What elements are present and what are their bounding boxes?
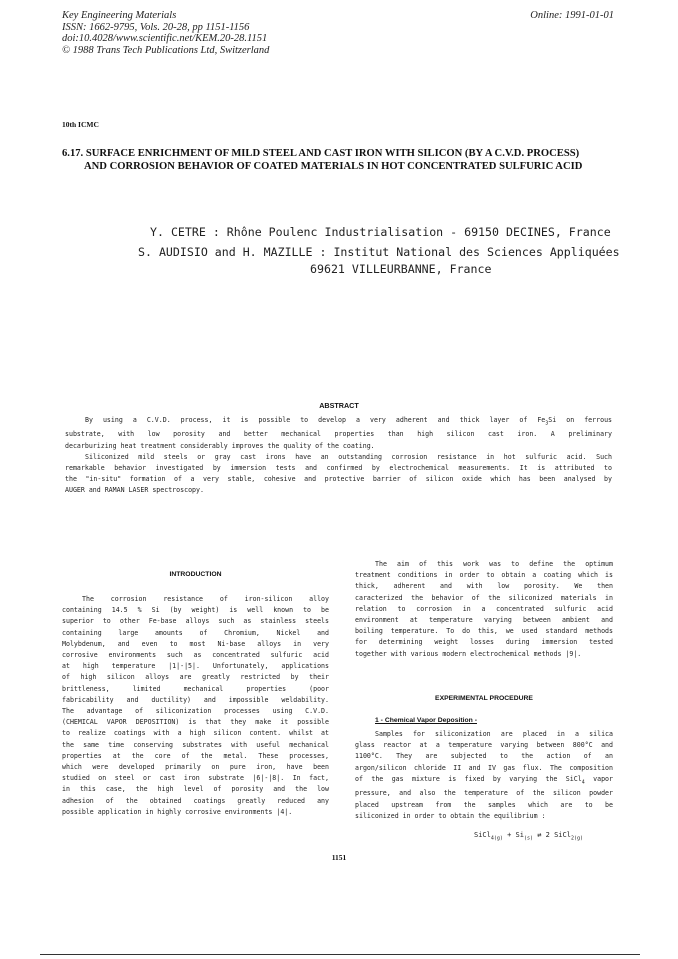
body-line: siliconized in order to obtain the equilibrium : [355,811,546,820]
body-line: Molybdenum, and even to most Ni-base alloys in very [62,639,329,648]
title-line-2: AND CORROSION BEHAVIOR OF COATED MATERIALS IN HOT CONCENTRATED SULFURIC ACID [84,160,583,172]
body-line: containing 14.5 % Si (by weight) is well known to be [62,606,329,615]
abstract-line: the "in-situ" formation of a very stable, cohesive and protective barrier of silicon oxide which has been analysed by [65,474,612,483]
body-line: Samples for siliconization are placed in a silica [375,730,613,738]
bottom-rule [40,954,640,955]
abstract-line: AUGER and RAMAN LASER spectroscopy. [65,485,204,494]
body-line: treatment conditions in order to obtain a coating which is [355,571,613,580]
journal-name: Key Engineering Materials [62,10,177,21]
introduction-heading: INTRODUCTION [169,571,222,578]
aim-body [355,559,613,660]
body-line: environment at temperature varying between ambient and [355,616,613,625]
body-line: in this case, the high level of porosity and the low [62,785,329,794]
body-line: properties at the core of the metal. These processes, [62,751,329,760]
abstract-heading: ABSTRACT [319,401,359,410]
body-line: The aim of this work was to define the optimum [375,560,613,568]
body-line: of high silicon alloys are greatly restricted by their [62,673,329,682]
body-line: The corrosion resistance of iron-silicon alloy [82,595,329,603]
journal-doi: doi:10.4028/www.scientific.net/KEM.20-28.1151 [62,33,268,44]
online-date: Online: 1991-01-01 [530,10,614,21]
abstract-line: Siliconized mild steels or gray cast irons have an outstanding corrosion resistance in hot sulfuric acid. Such [85,452,612,461]
body-line: possible application in highly corrosive environments |4|. [62,807,293,816]
body-line: corrosive environments such as concentrated sulfuric acid [62,651,329,660]
body-line: 1100°C. They are subjected to the action of an [355,752,613,761]
body-line: containing large amounts of Chromium, Nickel and [62,628,329,637]
equilibrium-equation: SiCl$_{4(g)}$ + $Si_{(s)}$ ⇄ 2 SiCl$_{2(g)}$ [474,831,583,842]
body-line: of the gas mixture is fixed by varying the SiCl$_4$ vapor [355,774,613,786]
paper-title [62,148,617,173]
introduction-body [62,594,329,818]
body-line: adhesion of the obtained coatings greatly reduced any [62,796,329,805]
body-line: (CHEMICAL VAPOR DEPOSITION) is that they make it possible [62,718,329,727]
body-line: fabricability and ductility) and impossible weldability. [62,695,329,704]
body-line: pressure, and also the temperature of the silicon powder [355,789,613,798]
body-line: glass reactor at a temperature varying between 800°C and [355,741,613,750]
experimental-body [355,729,613,822]
author-block [0,222,678,279]
body-line: at high temperature |1|-|5|. Unfortunately, applications [62,662,329,671]
author-line-2: S. AUDISIO and H. MAZILLE : Institut National des Sciences Appliquées [138,245,620,259]
title-line-1: 6.17. SURFACE ENRICHMENT OF MILD STEEL AND CAST IRON WITH SILICON (BY A C.V.D. PROCESS) [62,148,580,159]
body-line: for determining weight losses during immersion tested [355,638,613,647]
body-line: thick, adherent and with low porosity. We then [355,582,613,591]
abstract-line: substrate, with low porosity and better mechanical properties than high silicon cast iron. A preliminary [65,430,612,439]
body-line: the same time conserving substrates with useful mechanical [62,740,329,749]
author-line-1: Y. CETRE : Rhône Poulenc Industrialisation - 69150 DECINES, France [150,225,611,239]
abstract-body [65,415,612,496]
journal-copyright: © 1988 Trans Tech Publications Ltd, Switzerland [62,44,270,56]
body-line: caracterized the behavior of the siliconized materials in [355,593,613,602]
body-line: brittleness, limited mechanical properties (poor [62,684,329,693]
page-number: 1151 [331,853,347,862]
journal-header [62,10,269,56]
body-line: relation to corrosion in a concentrated sulfuric acid [355,604,613,613]
journal-issn: ISSN: 1662-9795, Vols. 20-28, pp 1151-1156 [62,21,250,33]
cvd-subheading: 1 - Chemical Vapor Deposition - [375,717,477,724]
conference-label: 10th ICMC [62,120,99,129]
body-line: studied on steel or cast iron substrate |6|-|8|. In fact, [62,774,329,783]
abstract-line: decarburizing heat treatment considerably improves the quality of the coating. [65,441,375,450]
body-line: which were developed primarily on pure iron, have been [62,763,329,772]
body-line: The advantage of siliconization processes using C.V.D. [62,707,329,716]
experimental-heading: EXPERIMENTAL PROCEDURE [435,695,533,702]
abstract-line: remarkable behavior investigated by immersion tests and confirmed by electrochemical measurements. It is attributed to [65,463,612,472]
body-line: to realize coatings with a high silicon content. whilst at [62,729,329,738]
body-line: argon/silicon chloride II and IV gas flux. The composition [355,763,613,772]
body-line: together with various modern electrochemical methods |9|. [355,649,582,658]
abstract-line: By using a C.V.D. process, it is possible to develop a very adherent and thick layer of $Fe_3Si$ on ferrous [85,416,613,427]
body-line: boiling temperature. To do this, we used standard methods [355,627,613,636]
author-line-3: 69621 VILLEURBANNE, France [310,262,492,276]
body-line: placed upstream from the samples which are to be [355,800,613,809]
body-line: superior to other Fe-base alloys such as stainless steels [62,617,329,626]
